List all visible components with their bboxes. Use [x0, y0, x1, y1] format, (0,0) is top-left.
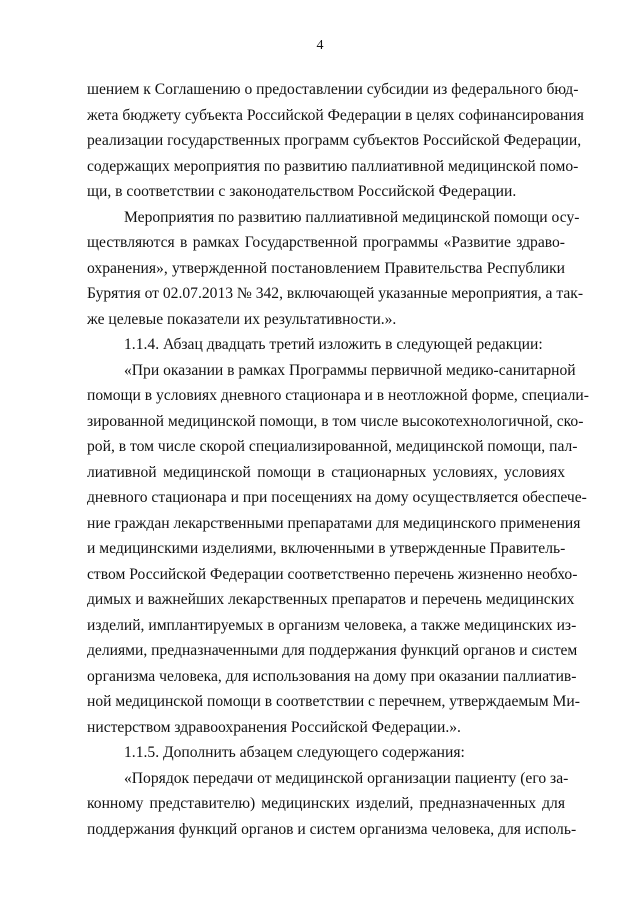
text-line: ние граждан лекарственными препаратами для медицинского применения: [87, 514, 581, 532]
text-line: нистерством здравоохранения Российской Федерации.».: [87, 718, 461, 736]
text-line: шением к Соглашению о предоставлении субсидии из федерального бюд-: [87, 81, 579, 98]
text-line: рой, в том числе скорой специализированной, медицинской помощи, пал-: [87, 438, 578, 455]
text-line: конному представителю) медицинских изделий, предназначенных для: [87, 795, 565, 812]
text-line: лиативной медицинской помощи в стационарных условиях, условиях: [87, 463, 565, 481]
text-line: дневного стационара и при посещениях на дому осуществляется обеспече-: [87, 489, 587, 506]
page-number: 4: [316, 38, 324, 53]
text-line: делиями, предназначенными для поддержания функций органов и систем: [87, 642, 578, 659]
text-line: изделий, имплантируемых в организм человека, а также медицинских из-: [87, 616, 577, 634]
text-line: ществляются в рамках Государственной программы «Развитие здраво-: [87, 234, 565, 251]
text-line: ной медицинской помощи в соответствии с перечнем, утверждаемым Ми-: [87, 693, 580, 710]
text-line: «При оказании в рамках Программы первичной медико-санитарной: [124, 361, 576, 379]
text-line: зированной медицинской помощи, в том числе высокотехнологичной, ско-: [87, 412, 584, 430]
text-line: «Порядок передачи от медицинской организации пациенту (его за-: [124, 769, 569, 787]
text-line: охранения», утвержденной постановлением Правительства Республики: [87, 259, 565, 277]
text-line: 1.1.4. Абзац двадцать третий изложить в следующей редакции:: [124, 336, 543, 353]
text-line: Мероприятия по развитию паллиативной медицинской помощи осу-: [124, 208, 580, 226]
text-line: помощи в условиях дневного стационара и в неотложной форме, специали-: [87, 387, 589, 404]
text-line: димых и важнейших лекарственных препаратов и перечень медицинских: [87, 591, 575, 608]
text-line: и медицинскими изделиями, включенными в утвержденные Правитель-: [87, 540, 566, 557]
text-line: поддержания функций органов и систем организма человека, для исполь-: [87, 820, 577, 838]
text-line: ством Российской Федерации соответственно перечень жизненно необхо-: [87, 565, 578, 583]
text-line: Бурятия от 02.07.2013 № 342, включающей указанные мероприятия, а так-: [87, 285, 584, 302]
text-line: 1.1.5. Дополнить абзацем следующего содержания:: [124, 744, 465, 761]
text-line: содержащих мероприятия по развитию паллиативной медицинской помо-: [87, 157, 579, 175]
text-line: щи, в соответствии с законодательством Российской Федерации.: [87, 183, 517, 200]
text-line: же целевые показатели их результативности.».: [87, 310, 397, 328]
document-body: [87, 77, 589, 842]
text-line: жета бюджету субъекта Российской Федерации в целях софинансирования: [87, 106, 584, 124]
text-line: реализации государственных программ субъектов Российской Федерации,: [87, 132, 582, 149]
text-line: организма человека, для использования на дому при оказании паллиатив-: [87, 667, 577, 685]
